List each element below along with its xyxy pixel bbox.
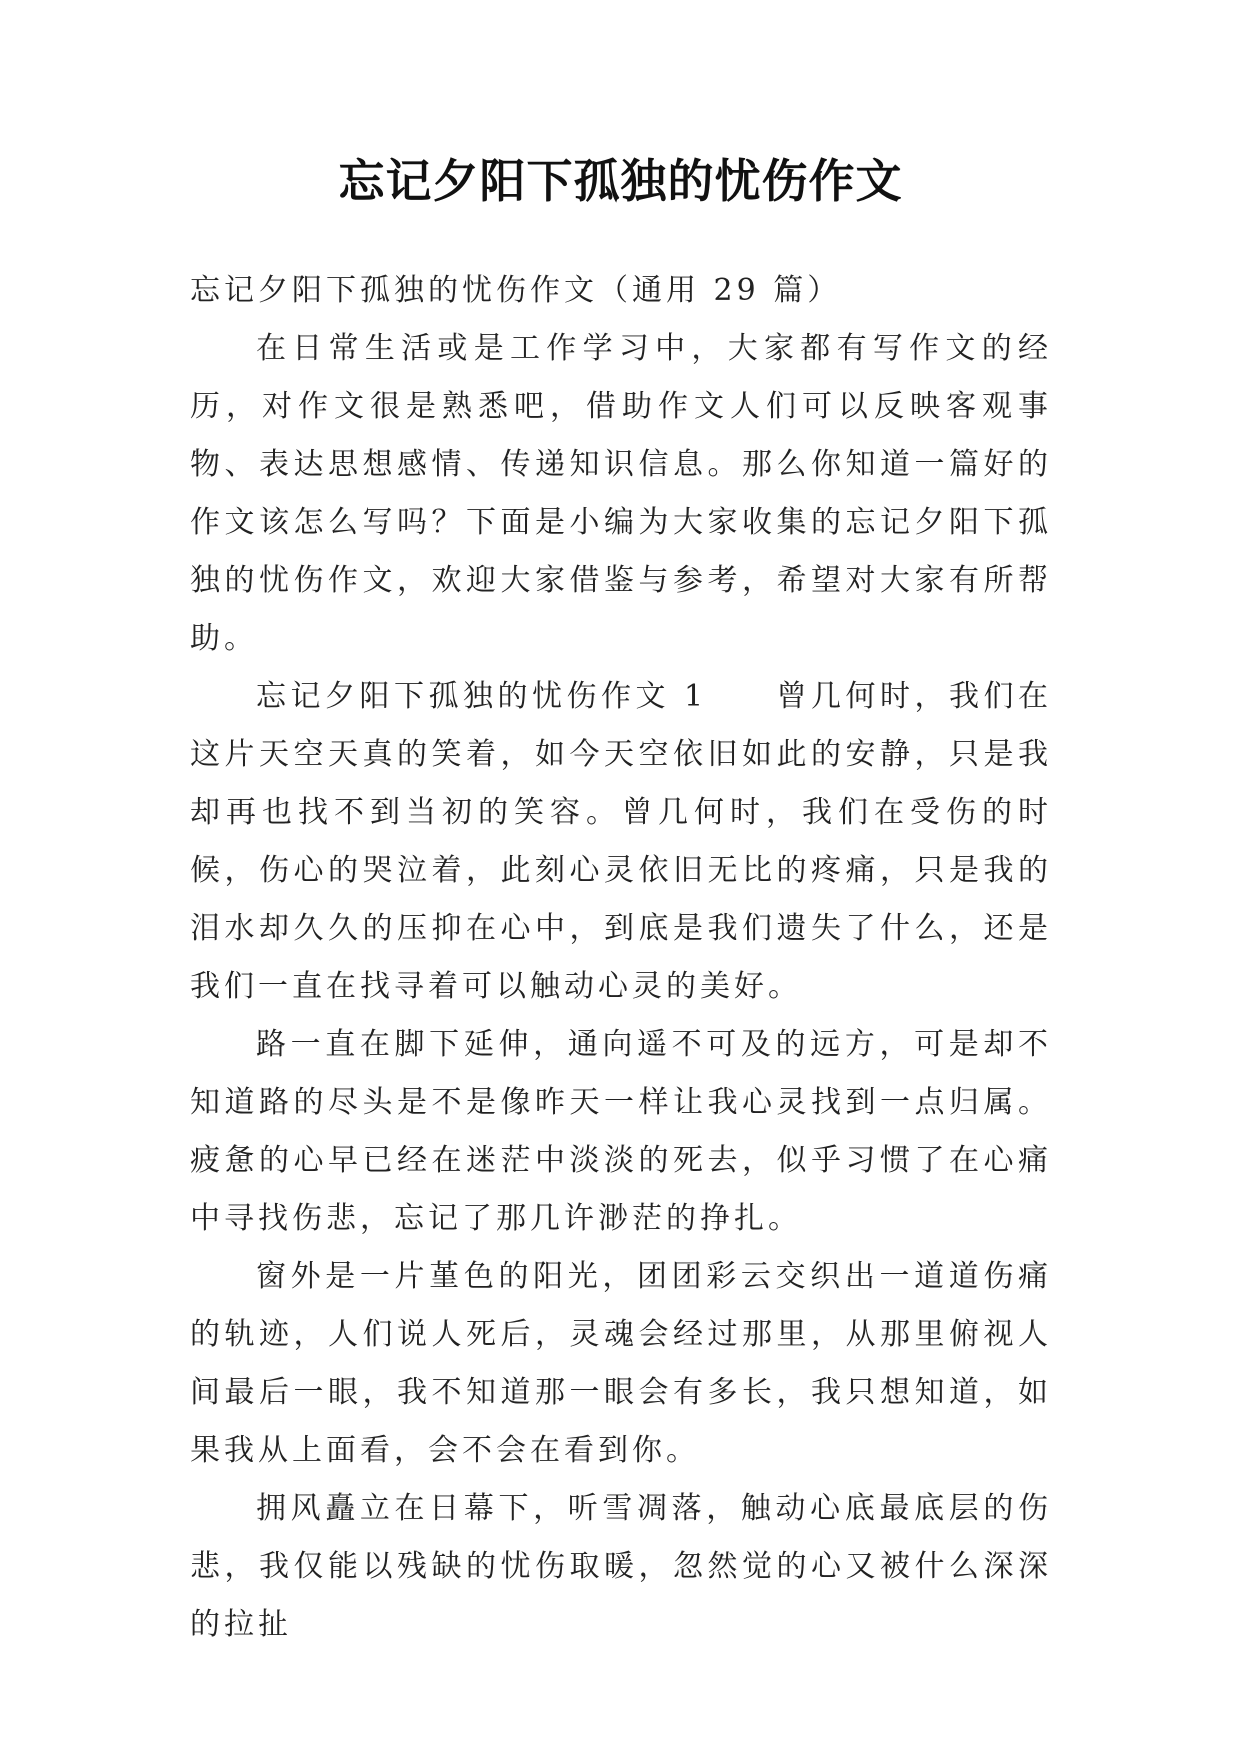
paragraph-wind: 拥风矗立在日幕下，听雪凋落，触动心底最底层的伤悲，我仅能以残缺的忧伤取暖，忽然觉的心又被什么深深的拉扯	[190, 1491, 1052, 1642]
document-title: 忘记夕阳下孤独的忧伤作文	[338, 154, 903, 208]
paragraph-window: 窗外是一片堇色的阳光，团团彩云交织出一道道伤痛的轨迹，人们说人死后，灵魂会经过那里，从那里俯视人间最后一眼，我不知道那一眼会有多长，我只想知道，如果我从上面看，会不会在看到你。	[190, 1259, 1052, 1468]
document-subtitle: 忘记夕阳下孤独的忧伤作文（通用 29 篇）	[190, 273, 842, 308]
document-body	[190, 262, 1052, 1654]
paragraph-road: 路一直在脚下延伸，通向遥不可及的远方，可是却不知道路的尽头是不是像昨天一样让我心灵找到一点归属。疲惫的心早已经在迷茫中淡淡的死去，似乎习惯了在心痛中寻找伤悲，忘记了那几许渺茫的挣扎。	[190, 1027, 1052, 1236]
paragraph-intro: 在日常生活或是工作学习中，大家都有写作文的经历，对作文很是熟悉吧，借助作文人们可以反映客观事物、表达思想感情、传递知识信息。那么你知道一篇好的作文该怎么写吗？下面是小编为大家收集的忘记夕阳下孤独的忧伤作文，欢迎大家借鉴与参考，希望对大家有所帮助。	[190, 331, 1052, 656]
paragraph-essay-1: 忘记夕阳下孤独的忧伤作文 1 曾几何时，我们在这片天空天真的笑着，如今天空依旧如此的安静，只是我却再也找不到当初的笑容。曾几何时，我们在受伤的时候，伤心的哭泣着，此刻心灵依旧无比的疼痛，只是我的泪水却久久的压抑在心中，到底是我们遗失了什么，还是我们一直在找寻着可以触动心灵的美好。	[190, 679, 1052, 1004]
